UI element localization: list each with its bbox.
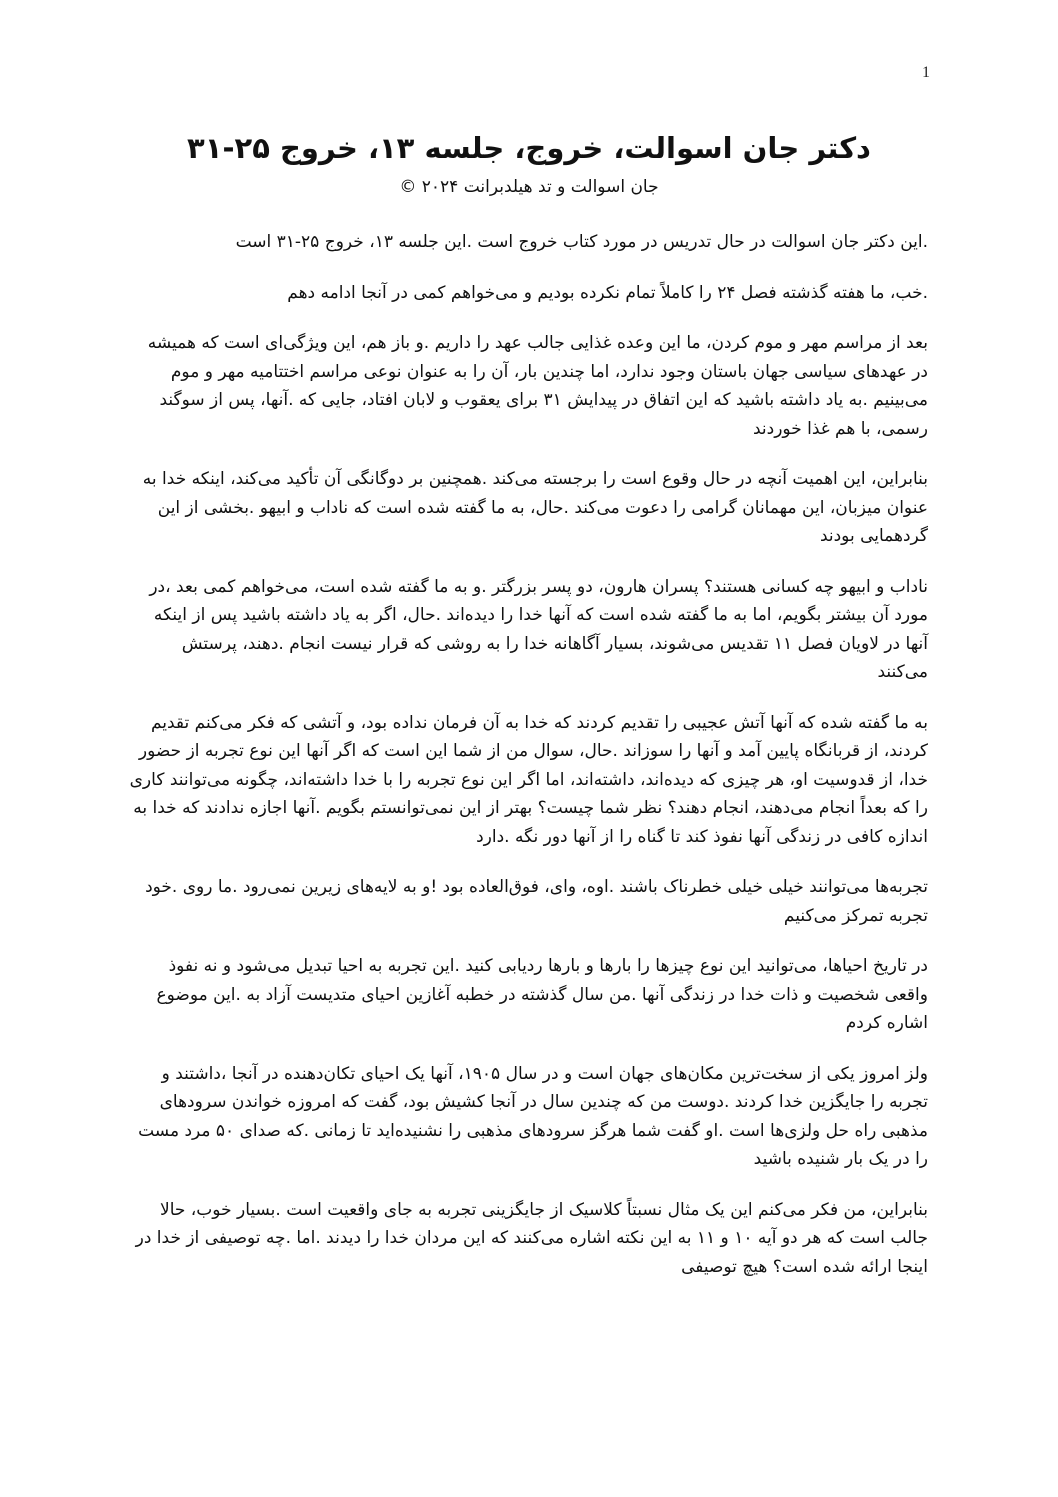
document-body — [128, 228, 928, 1303]
paragraph: .خب، ما هفته گذشته فصل ۲۴ را کاملاً تمام نکرده بودیم و می‌خواهم کمی در آنجا ادامه دهم — [287, 282, 928, 303]
paragraph: بنابراین، این اهمیت آنچه در حال وقوع است را برجسته می‌کند .همچنین بر دوگانگی آن تأکید می‌کند، اینکه خدا به عنوان میزبان، این مهمانان گرامی را دعوت می‌کند .حال، به ما گفته شده است که ناداب و ابیهو .بخشی از این گردهمایی بودند — [142, 469, 928, 546]
paragraph: ولز امروز یکی از سخت‌ترین مکان‌های جهان است و در سال ۱۹۰۵، آنها یک احیای تکان‌دهنده در آنجا ،داشتند و تجربه را جایگزین خدا کردند .دوست من که چندین سال در آنجا کشیش بود، گفت که امروزه خواندن سرودهای مذهبی راه حل ولزی‌ها است .او گفت شما هرگز سرودهای مذهبی را نشنیده‌اید تا زمانی .که صدای ۵۰ مرد مست را در یک بار شنیده باشید — [138, 1063, 928, 1169]
paragraph: بنابراین، من فکر می‌کنم این یک مثال نسبتاً کلاسیک از جایگزینی تجربه به جای واقعیت است .بسیار خوب، حالا جالب است که هر دو آیه ۱۰ و ۱۱ به این نکته اشاره می‌کنند که این مردان خدا را دیدند .اما .چه توصیفی از خدا در اینجا ارائه شده است؟ هیچ توصیفی — [135, 1199, 928, 1277]
paragraph: به ما گفته شده که آنها آتش عجیبی را تقدیم کردند که خدا به آن فرمان نداده بود، و آتشی که فکر می‌کنم تقدیم کردند، از قربانگاه پایین آمد و آنها را سوزاند .حال، سوال من از شما این است که اگر آنها این نوع تجربه از حضور خدا، از قدوسیت او، هر چیزی که دیده‌اند، داشته‌اند، اما اگر این نوع تجربه را با خدا داشته‌اند، چگونه می‌توانند کاری را که بعداً انجام می‌دهند، انجام دهند؟ نظر شما چیست؟ بهتر از این نمی‌توانستم بگویم .آنها اجازه ندادند که خدا به اندازه کافی در زندگی آنها نفوذ کند تا گناه را از آنها دور نگه .دارد — [129, 712, 928, 847]
copyright-line: جان اسوالت و تد هیلدبرانت ۲۰۲۴ © — [399, 177, 659, 197]
paragraph: .این دکتر جان اسوالت در حال تدریس در مورد کتاب خروج است .این جلسه ۱۳، خروج ۲۵-۳۱ است — [235, 232, 928, 252]
paragraph: ناداب و ابیهو چه کسانی هستند؟ پسران هارون، دو پسر بزرگتر .و به ما گفته شده است، می‌خواهم کمی بعد ،در مورد آن بیشتر بگویم، اما به ما گفته شده است که آنها خدا را دیده‌اند .حال، اگر به یاد داشته باشید پس از اینکه آنها در لاویان فصل ۱۱ تقدیس می‌شوند، بسیار آگاهانه خدا را به روشی که قرار نیست انجام .دهند، پرستش می‌کنند — [149, 576, 928, 682]
page-number: 1 — [922, 64, 930, 81]
paragraph: تجربه‌ها می‌توانند خیلی خیلی خطرناک باشند .اوه، وای، فوق‌العاده بود !و به لایه‌های زیرین نمی‌رود .ما روی .خود تجربه تمرکز می‌کنیم — [145, 877, 928, 926]
document-title: دکتر جان اسوالت، خروج، جلسه ۱۳، خروج ۲۵-۳۱ — [187, 131, 871, 165]
paragraph: در تاریخ احیاها، می‌توانید این نوع چیزها را بارها و بارها ردیابی کنید .این تجربه به احیا تبدیل می‌شود و نه نفوذ واقعی شخصیت و ذات خدا در زندگی آنها .من سال گذشته در خطبه آغازین احیای متدیست آزاد به .این موضوع اشاره کردم — [156, 956, 928, 1033]
paragraph: بعد از مراسم مهر و موم کردن، ما این وعده غذایی جالب عهد را داریم .و باز هم، این ویژگی‌ای است که همیشه در عهدهای سیاسی جهان باستان وجود ندارد، اما چندین بار، آن را به عنوان نوعی مراسم اختتامیه مهر و موم می‌بینیم .به یاد داشته باشید که این اتفاق در پیدایش ۳۱ برای یعقوب و لابان افتاد، جایی که .آنها، پس از سوگند رسمی، با هم غذا خوردند — [147, 333, 928, 439]
